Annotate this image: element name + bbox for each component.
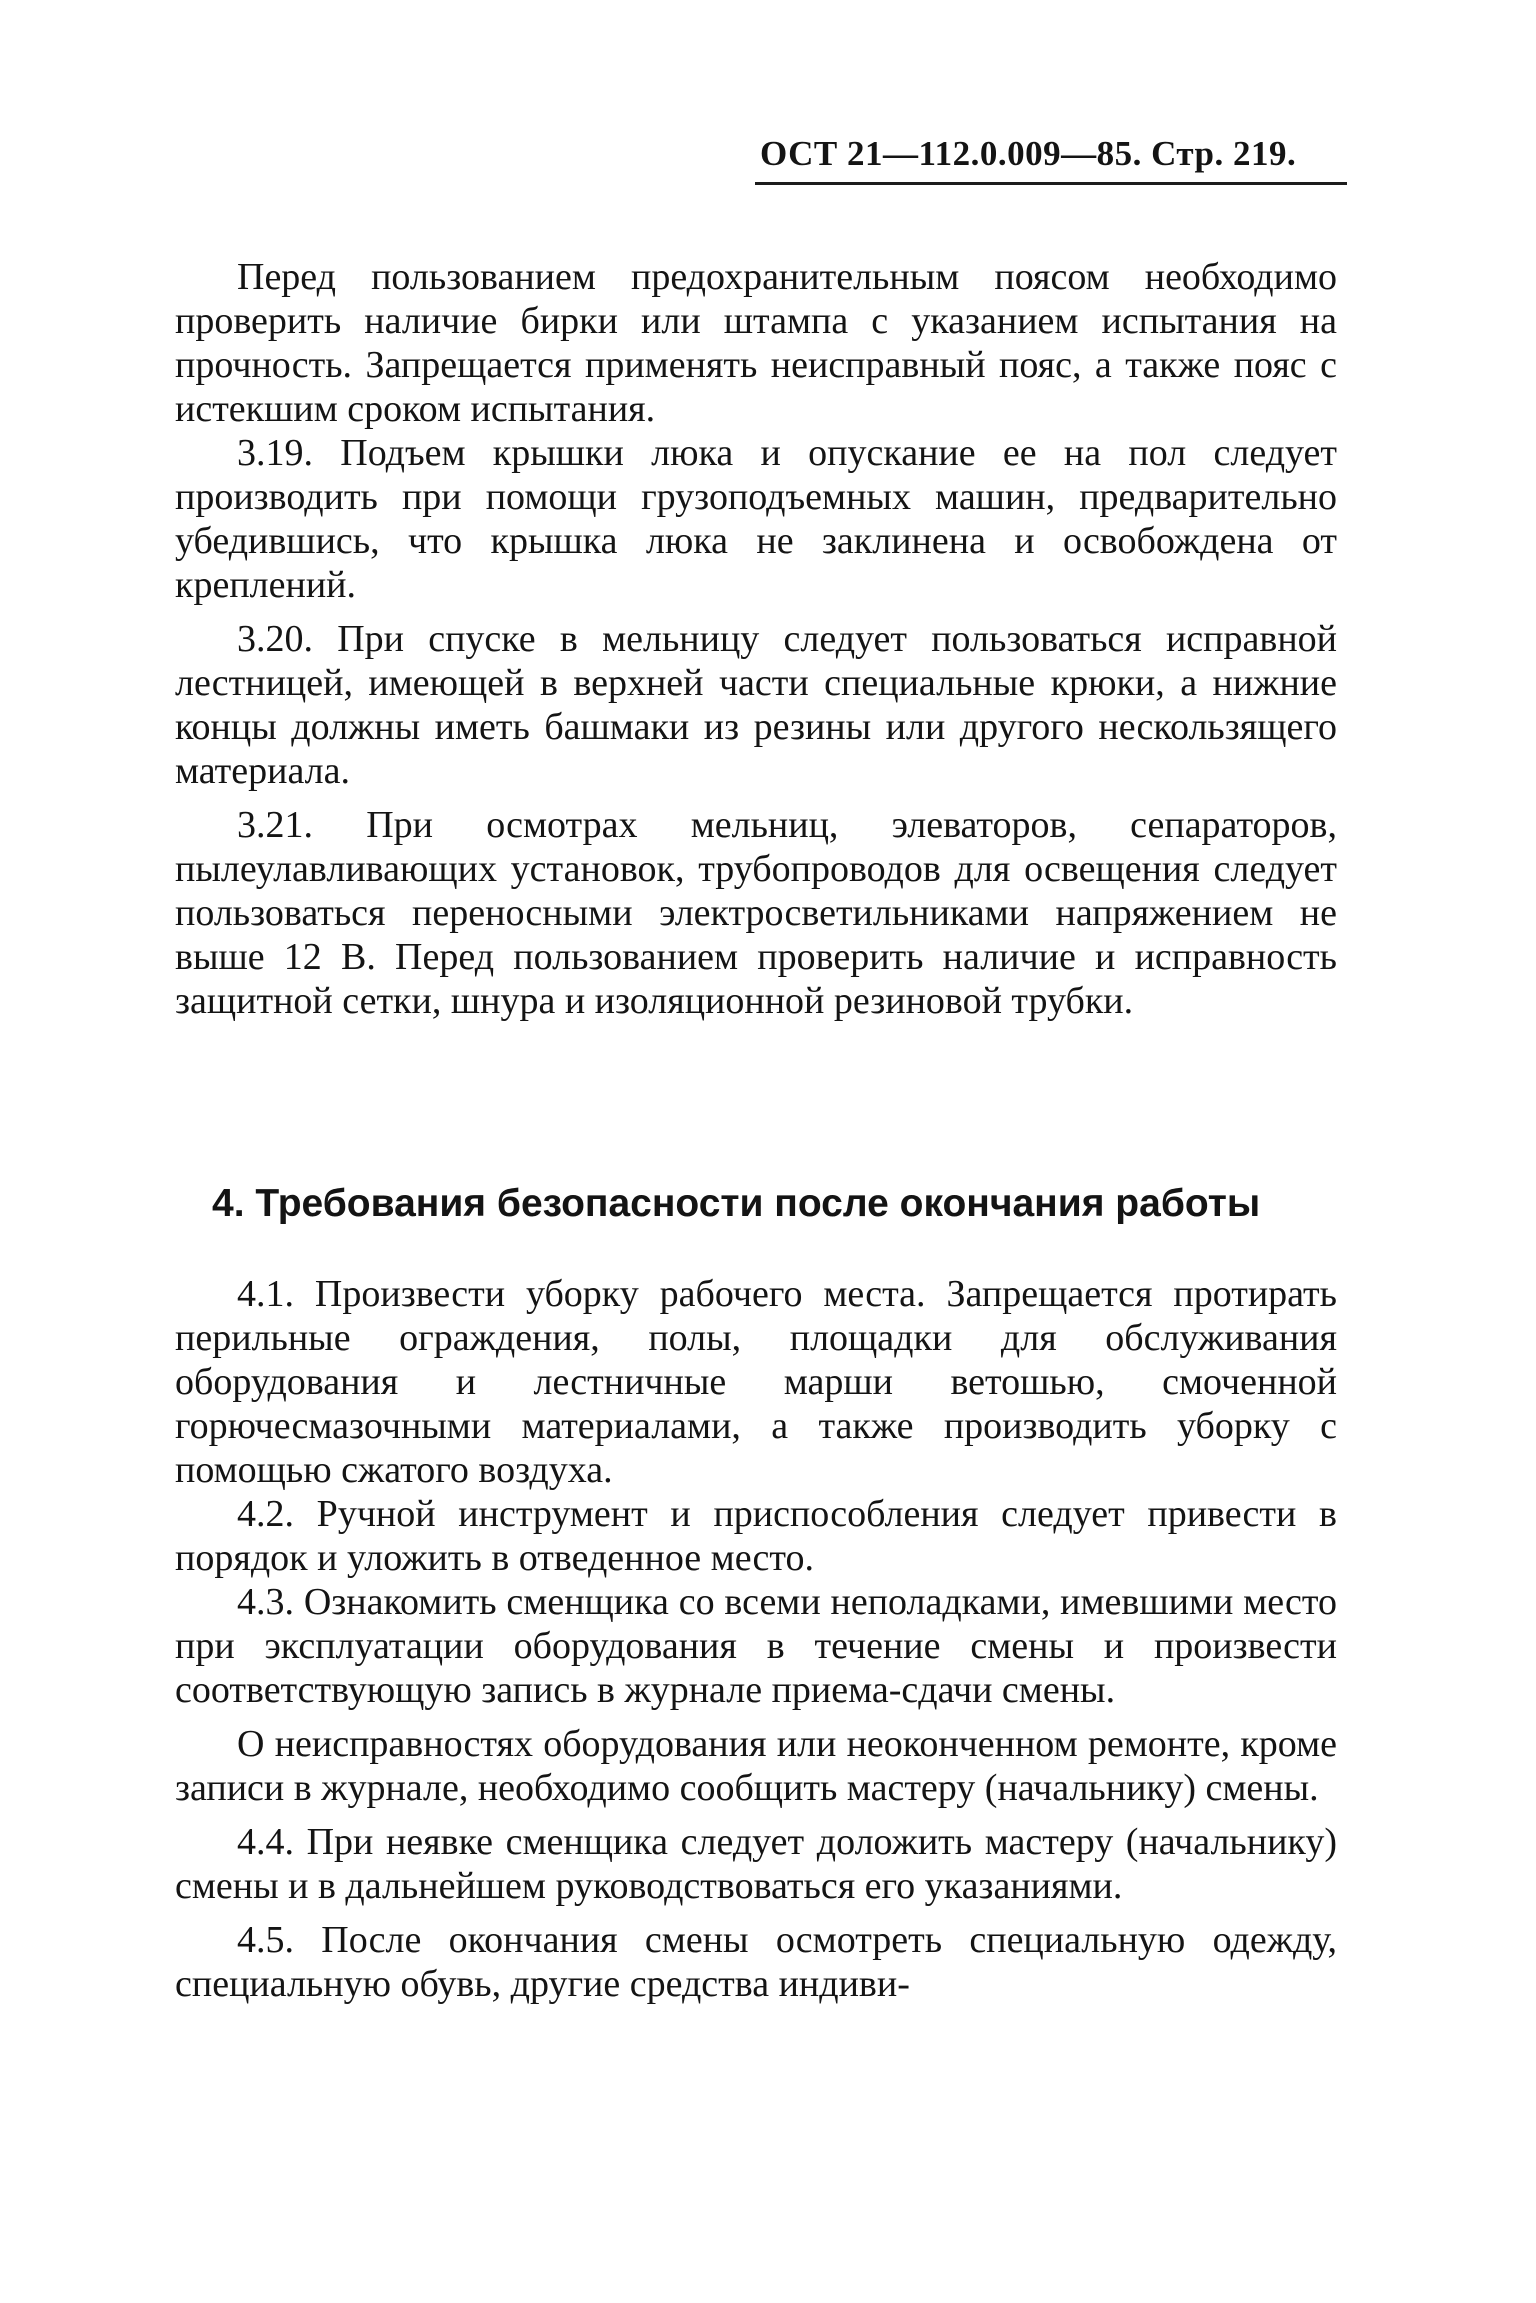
section-heading: 4. Требования безопасности после окончания работы [212, 1182, 1261, 1225]
paragraph-4-2: 4.2. Ручной инструмент и приспособления следует привести в порядок и уложить в отведенное место. [175, 1493, 1337, 1579]
paragraph-safety-belt-check: Перед пользованием предохранительным поясом необходимо проверить наличие бирки или штампа с указанием испытания на прочность. Запрещается применять неисправный пояс, а также пояс с истекшим сроком испытания. [175, 256, 1337, 430]
paragraph-3-21: 3.21. При осмотрах мельниц, элеваторов, сепараторов, пылеулавливающих установок, трубопроводов для освещения следует пользоваться переносными электросветильниками напряжением не выше 12 В. Перед пользованием проверить наличие и исправность защитной сетки, шнура и изоляционной резиновой трубки. [175, 804, 1337, 1022]
paragraph-4-1: 4.1. Произвести уборку рабочего места. Запрещается протирать перильные ограждения, полы, площадки для обслуживания оборудования и лестничные марши ветошью, смоченной горючесмазочными материалами, а также производить уборку с помощью сжатого воздуха. [175, 1273, 1337, 1491]
paragraph-4-5: 4.5. После окончания смены осмотреть специальную одежду, специальную обувь, другие средства индиви- [175, 1919, 1337, 2005]
text-block-section-4 [175, 1272, 1337, 2006]
running-header: ОСТ 21—112.0.009—85. Стр. 219. [760, 134, 1297, 173]
paragraph-3-19: 3.19. Подъем крышки люка и опускание ее на пол следует производить при помощи грузоподъемных машин, предварительно убедившись, что крышка люка не заклинена и освобождена от креплений. [175, 432, 1337, 606]
paragraph-4-4: 4.4. При неявке сменщика следует доложить мастеру (начальнику) смены и в дальнейшем руководствоваться его указаниями. [175, 1821, 1337, 1907]
header-rule [755, 182, 1347, 185]
text-block-before-section [175, 255, 1337, 1023]
paragraph-3-20: 3.20. При спуске в мельницу следует пользоваться исправной лестницей, имеющей в верхней части специальные крюки, а нижние концы должны иметь башмаки из резины или другого нескользящего материала. [175, 618, 1337, 792]
paragraph-malfunctions-report: О неисправностях оборудования или неоконченном ремонте, кроме записи в журнале, необходимо сообщить мастеру (начальнику) смены. [175, 1723, 1337, 1809]
paragraph-4-3: 4.3. Ознакомить сменщика со всеми неполадками, имевшими место при эксплуатации оборудования в течение смены и произвести соответствующую запись в журнале приема-сдачи смены. [175, 1581, 1337, 1711]
